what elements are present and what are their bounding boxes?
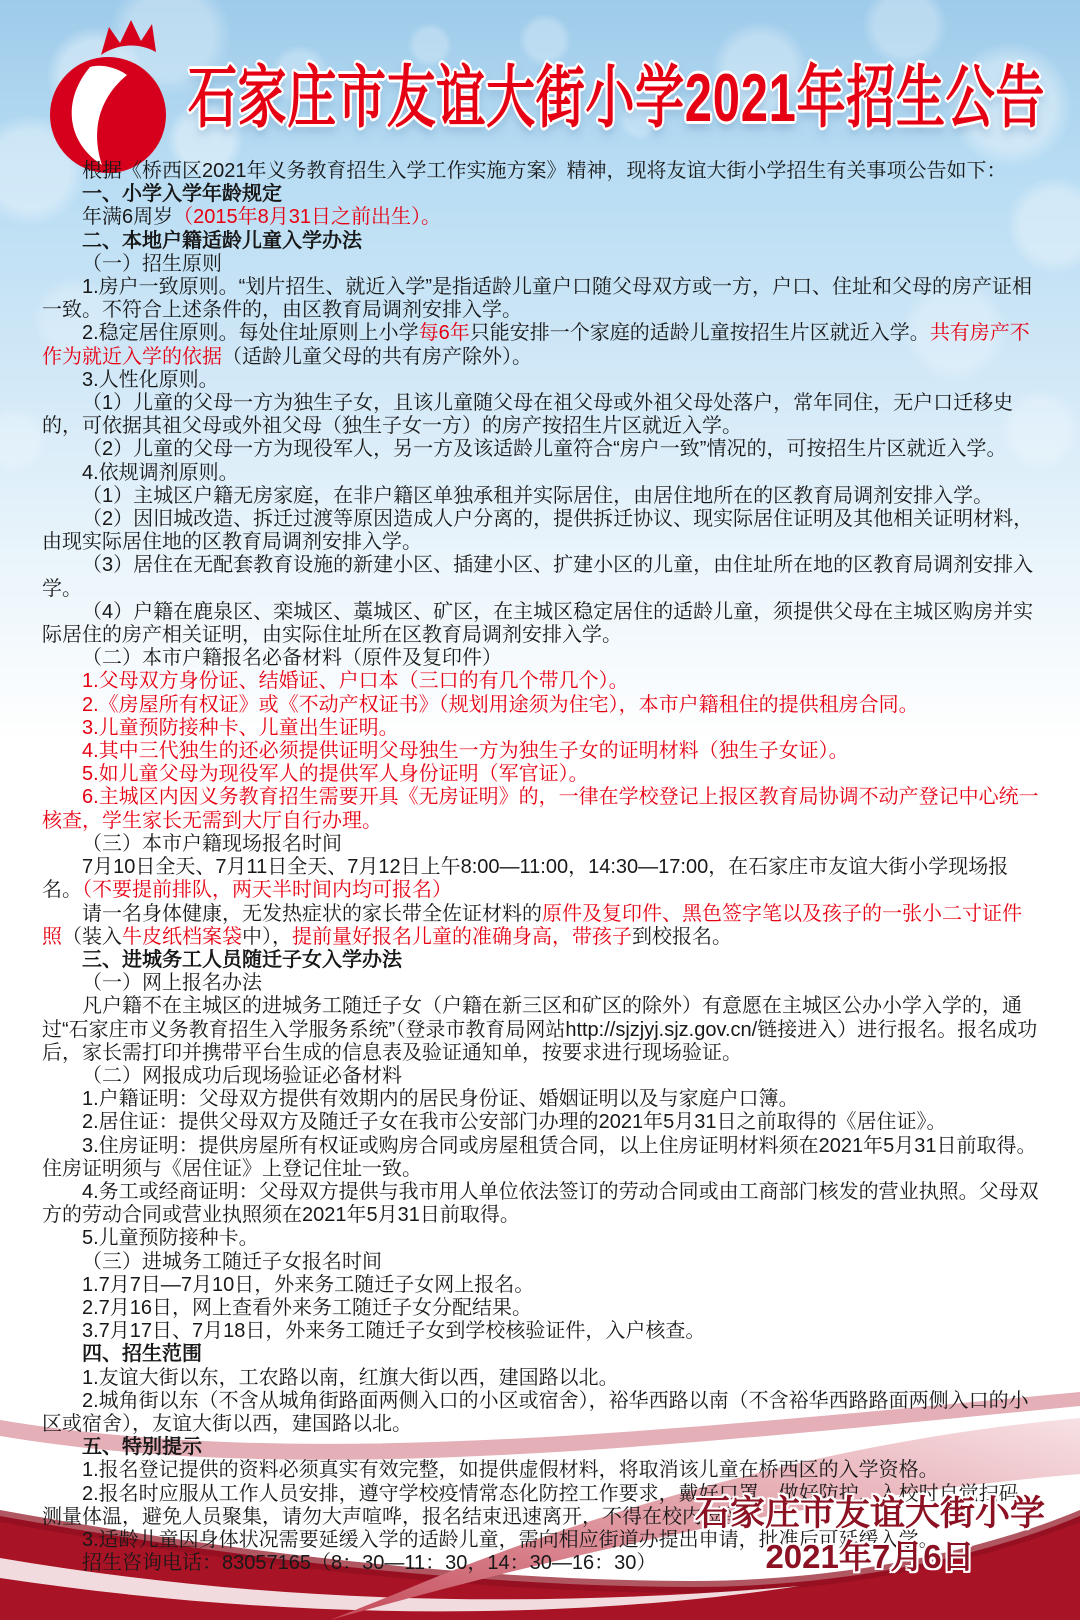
text-segment: （适龄儿童父母的共有房产除外）。 (222, 345, 532, 368)
section-heading (42, 183, 1040, 206)
text-segment: 3.7月17日、7月18日，外来务工随迁子女到学校核验证件，入户核查。 (82, 1320, 706, 1343)
text-segment: 1.友谊大街以东，工农路以南，红旗大街以西，建国路以北。 (82, 1366, 619, 1389)
text-segment: （二）网报成功后现场验证必备材料 (82, 1064, 402, 1087)
text-segment: 五、特别提示 (82, 1436, 202, 1459)
text-segment: （一）网上报名办法 (82, 972, 262, 995)
paragraph (42, 647, 1040, 670)
text-segment: 1.报名登记提供的资料必须真实有效完整，如提供虚假材料，将取消该儿童在桥西区的入学资格。 (82, 1459, 939, 1482)
paragraph (42, 508, 1040, 554)
text-segment: 3.儿童预防接种卡、儿童出生证明。 (82, 716, 399, 739)
text-segment: 3.住房证明：提供房屋所有权证或购房合同或房屋租赁合同，以上住房证明材料须在2021年5月31日前取得。住房证明须与《居住证》上登记住址一致。 (42, 1134, 1037, 1180)
paragraph (42, 253, 1040, 276)
text-segment: 招生咨询电话：83057165（8：30—11：30，14：30—16：30） (82, 1552, 657, 1575)
paragraph (42, 392, 1040, 438)
paragraph (42, 1111, 1040, 1134)
paragraph (42, 1088, 1040, 1111)
text-segment: 4.依规调剂原则。 (82, 461, 239, 484)
text-segment: 5.如儿童父母为现役军人的提供军人身份证明（军官证）。 (82, 763, 589, 786)
text-segment: （装入 (62, 925, 122, 948)
paragraph (42, 206, 1040, 229)
paragraph (42, 438, 1040, 461)
section-heading (42, 1436, 1040, 1459)
text-segment: 2.报名时应服从工作人员安排，遵守学校疫情常态化防控工作要求，戴好口罩、做好防护，入校时自觉扫码，测量体温，避免人员聚集，请勿大声喧哗，报名结束迅速离开，不得在校内逗留。 (42, 1482, 1039, 1528)
text-segment: 年满6周岁 (82, 206, 174, 229)
text-segment: 7月10日全天、7月11日全天、7月12日上午8:00—11:00，14:30—17:00，在石家庄市友谊大街小学现场报名。 (42, 856, 1009, 902)
paragraph (42, 1065, 1040, 1088)
text-segment: 只能安排一个家庭的适龄儿童按招生片区就近入学。 (469, 322, 930, 345)
paragraph (42, 485, 1040, 508)
paragraph (42, 554, 1040, 600)
text-segment: 2.7月16日，网上查看外来务工随迁子女分配结果。 (82, 1296, 533, 1319)
page-title: 石家庄市友谊大街小学2021年招生公告 (188, 60, 1046, 136)
text-segment: （不要提前排队，两天半时间内均可报名） (82, 879, 452, 902)
text-segment: 二、本地户籍适龄儿童入学办法 (82, 229, 362, 252)
paragraph (42, 601, 1040, 647)
text-segment: 1.房户一致原则。“划片招生、就近入学”是指适龄儿童户口随父母双方或一方，户口、住址和父母的房产证相一致。不符合上述条件的，由区教育局调剂安排入学。 (42, 276, 1032, 322)
paragraph (42, 1367, 1040, 1390)
text-segment: 一、小学入学年龄规定 (82, 183, 282, 206)
text-segment: 牛皮纸档案袋 (122, 925, 242, 948)
text-segment: 凡户籍不在主城区的进城务工随迁子女（户籍在新三区和矿区的除外）有意愿在主城区公办小学入学的，通过“石家庄市义务教育招生入学服务系统”（登录市教育局网站http://sjzjyj.sjz.gov.cn/链接进入）进行报名。报名成功后，家长需打印并携带平台生成的信息表及验证通知单，按要求进行现场验证。 (42, 995, 1038, 1064)
body-text (42, 160, 1040, 1575)
section-heading (42, 230, 1040, 253)
paragraph (42, 1135, 1040, 1181)
text-segment: 1.父母双方身份证、结婚证、户口本（三口的有几个带几个）。 (82, 670, 629, 693)
text-segment: （2）儿童的父母一方为现役军人，另一方及该适龄儿童符合“房户一致”情况的，可按招生片区就近入学。 (82, 438, 1007, 461)
text-segment: 提前量好报名儿童的准确身高，带孩子 (292, 925, 632, 948)
bokeh-bubble (0, 408, 47, 472)
signature-block (690, 1492, 1050, 1578)
paragraph (42, 1274, 1040, 1297)
paragraph (42, 856, 1040, 902)
paragraph (42, 1227, 1040, 1250)
text-segment: （1）儿童的父母一方为独生子女，且该儿童随父母在祖父母或外祖父母处落户，常年同住，无户口迁移史的，可依据其祖父母或外祖父母（独生子女一方）的房产按招生片区就近入学。 (42, 392, 1014, 438)
text-segment: （3）居住在无配套教育设施的新建小区、插建小区、扩建小区的儿童，由住址所在地的区教育局调剂安排入学。 (42, 554, 1034, 600)
paragraph (42, 995, 1040, 1065)
text-segment: 5.儿童预防接种卡。 (82, 1227, 259, 1250)
signature-date: 2021年7月6日 (765, 1538, 975, 1575)
text-segment: 1.7月7日—7月10日，外来务工随迁子女网上报名。 (82, 1273, 535, 1296)
text-segment: （三）本市户籍现场报名时间 (82, 832, 342, 855)
text-segment: 共有房产不作为就近入学的依据 (42, 322, 1030, 368)
text-segment: 1.户籍证明：父母双方提供有效期内的居民身份证、婚姻证明以及与家庭户口簿。 (82, 1088, 799, 1111)
paragraph (42, 694, 1040, 717)
text-segment: 2.稳定居住原则。每处住址原则上小学 (82, 322, 419, 345)
text-segment: 4.务工或经商证明：父母双方提供与我市用人单位依法签订的劳动合同或由工商部门核发的营业执照。父母双方的劳动合同或营业执照须在2021年5月31日前取得。 (42, 1180, 1039, 1227)
text-segment: 2.《房屋所有权证》或《不动产权证书》（规划用途须为住宅），本市户籍租住的提供租房合同。 (82, 693, 919, 716)
text-segment: 2.居住证：提供父母双方及随迁子女在我市公安部门办理的2021年5月31日之前取得的《居住证》。 (82, 1111, 947, 1134)
section-heading (42, 1343, 1040, 1366)
text-segment: 请一名身体健康，无发热症状的家长带全佐证材料的 (82, 902, 542, 925)
text-segment: 每6年 (418, 322, 470, 345)
text-segment: 2.城角街以东（不含从城角街路面两侧入口的小区或宿舍），裕华西路以南（不含裕华西路路面两侧入口的小区或宿舍），友谊大街以西，建国路以北。 (42, 1389, 1029, 1435)
section-heading (42, 949, 1040, 972)
pomegranate-logo-icon (45, 15, 175, 180)
paragraph (42, 160, 1040, 183)
text-segment: （二）本市户籍报名必备材料（原件及复印件） (82, 647, 502, 670)
text-segment: （三）进城务工随迁子女报名时间 (82, 1250, 382, 1273)
text-segment: 中）， (242, 925, 292, 948)
text-segment: （4）户籍在鹿泉区、栾城区、藁城区、矿区，在主城区稳定居住的适龄儿童，须提供父母在主城区购房并实际居住的房产相关证明，由实际住址所在区教育局调剂安排入学。 (42, 600, 1034, 647)
paragraph (42, 670, 1040, 693)
paragraph (42, 1297, 1040, 1320)
paragraph (42, 763, 1040, 786)
paragraph (42, 1251, 1040, 1274)
text-segment: （2015年8月31日之前出生）。 (173, 206, 441, 229)
paragraph (42, 1390, 1040, 1436)
paragraph (42, 972, 1040, 995)
text-segment: 3.人性化原则。 (82, 368, 219, 391)
paragraph (42, 903, 1040, 949)
paragraph (42, 1181, 1040, 1227)
paragraph (42, 833, 1040, 856)
paragraph (42, 786, 1040, 832)
paragraph (42, 369, 1040, 392)
paragraph (42, 740, 1040, 763)
text-segment: 根据《桥西区2021年义务教育招生入学工作实施方案》精神，现将友谊大街小学招生有关事项公告如下： (82, 160, 1007, 182)
text-segment: 6.主城区内因义务教育招生需要开具《无房证明》的，一律在学校登记上报区教育局协调不动产登记中心统一核查，学生家长无需到大厅自行办理。 (42, 786, 1039, 832)
text-segment: 三、进城务工人员随迁子女入学办法 (82, 948, 402, 971)
text-segment: （一）招生原则 (82, 252, 222, 275)
paragraph (42, 322, 1040, 368)
text-segment: 3.适龄儿童因身体状况需要延缓入学的适龄儿童，需向相应街道办提出申请，批准后可延缓入学。 (82, 1528, 939, 1551)
text-segment: 4.其中三代独生的还必须提供证明父母独生一方为独生子女的证明材料（独生子女证）。 (82, 740, 849, 763)
text-segment: 原件及复印件、黑色签字笔以及孩子的一张小二寸证件照 (42, 902, 1022, 948)
paragraph (42, 1459, 1040, 1482)
paragraph (42, 1320, 1040, 1343)
paragraph (42, 717, 1040, 740)
signature-school-name: 石家庄市友谊大街小学 (694, 1494, 1045, 1533)
text-segment: （2）因旧城改造、拆迁过渡等原因造成人户分离的，提供拆迁协议、现实际居住证明及其他相关证明材料，由现实际居住地的区教育局调剂安排入学。 (42, 508, 1034, 554)
text-segment: 到校报名。 (632, 925, 732, 948)
paragraph (42, 276, 1040, 322)
paragraph (42, 462, 1040, 485)
text-segment: 四、招生范围 (82, 1343, 202, 1366)
text-segment: （1）主城区户籍无房家庭，在非户籍区单独承租并实际居住，由居住地所在的区教育局调剂安排入学。 (82, 484, 994, 507)
